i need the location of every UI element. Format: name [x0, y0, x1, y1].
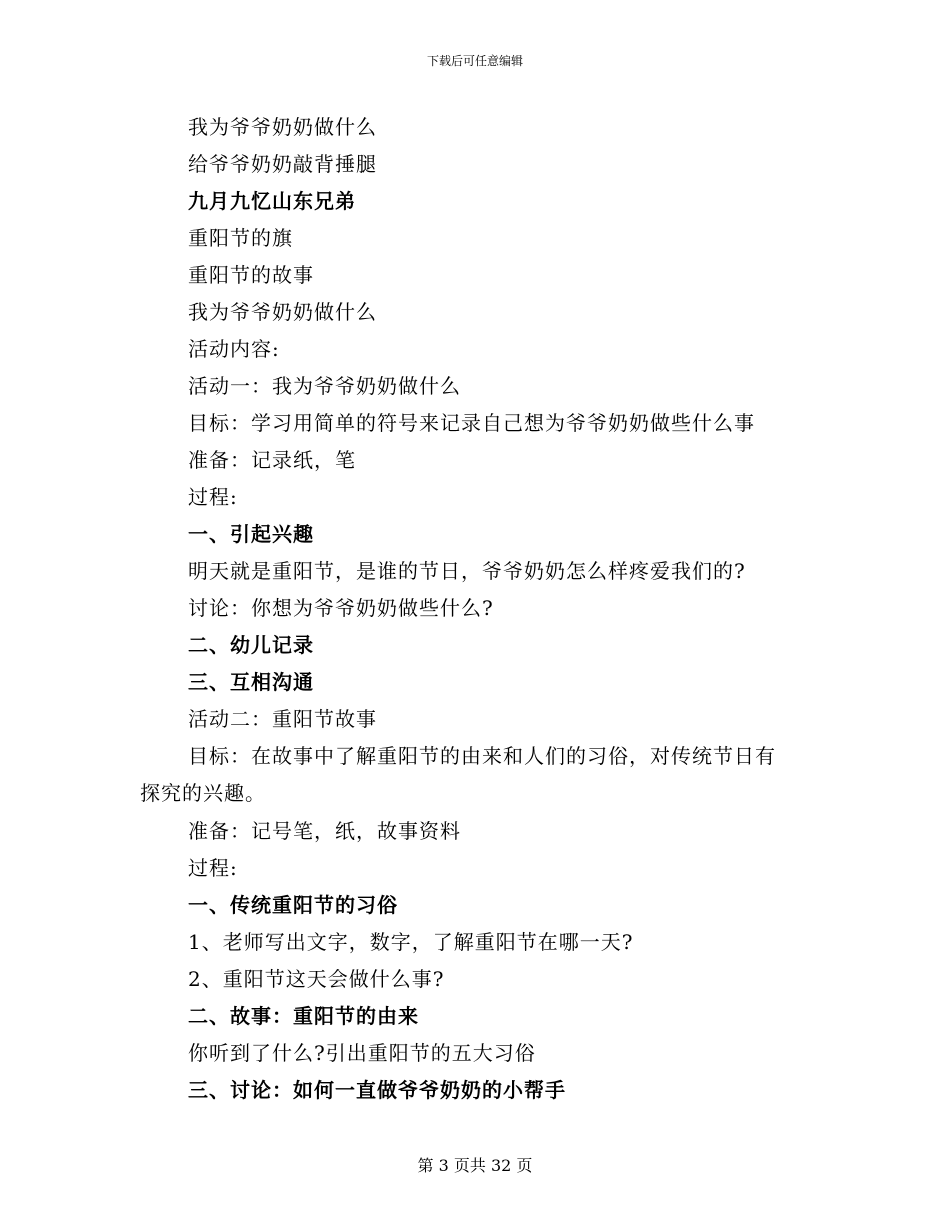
text-line: 1、老师写出文字，数字，了解重阳节在哪一天? — [188, 930, 634, 954]
text-line: 过程: — [188, 485, 238, 509]
section-heading: 一、引起兴趣 — [188, 522, 314, 546]
text-line: 活动一：我为爷爷奶奶做什么 — [188, 374, 461, 398]
text-line: 探究的兴趣。 — [140, 781, 266, 805]
page-header: 下载后可任意编辑 — [426, 54, 523, 68]
text-line: 活动二：重阳节故事 — [188, 707, 377, 731]
text-line: 明天就是重阳节，是谁的节日，爷爷奶奶怎么样疼爱我们的? — [188, 559, 746, 583]
text-line: 目标：在故事中了解重阳节的由来和人们的习俗，对传统节日有 — [188, 744, 776, 768]
text-line: 讨论：你想为爷爷奶奶做些什么? — [188, 596, 494, 620]
text-line: 重阳节的故事 — [188, 263, 314, 287]
text-line: 准备：记号笔，纸，故事资料 — [188, 819, 461, 843]
text-line: 2、重阳节这天会做什么事? — [188, 967, 445, 991]
text-line: 我为爷爷奶奶做什么 — [188, 300, 377, 324]
page-footer: 第 3 页共 32 页 — [417, 1156, 533, 1175]
section-heading: 二、故事：重阳节的由来 — [188, 1004, 419, 1028]
text-line: 准备：记录纸，笔 — [188, 448, 356, 472]
text-line: 目标：学习用简单的符号来记录自己想为爷爷奶奶做些什么事 — [188, 411, 755, 435]
text-line: 我为爷爷奶奶做什么 — [188, 115, 377, 139]
text-line: 你听到了什么?引出重阳节的五大习俗 — [188, 1041, 536, 1065]
section-heading: 九月九忆山东兄弟 — [188, 189, 356, 213]
section-heading: 三、互相沟通 — [188, 670, 314, 694]
section-heading: 二、幼儿记录 — [188, 633, 314, 657]
text-line: 重阳节的旗 — [188, 226, 293, 250]
text-line: 给爷爷奶奶敲背捶腿 — [188, 152, 377, 176]
text-line: 过程: — [188, 856, 238, 880]
text-line: 活动内容: — [188, 337, 280, 361]
section-heading: 三、讨论：如何一直做爷爷奶奶的小帮手 — [188, 1078, 566, 1102]
section-heading: 一、传统重阳节的习俗 — [188, 893, 398, 917]
